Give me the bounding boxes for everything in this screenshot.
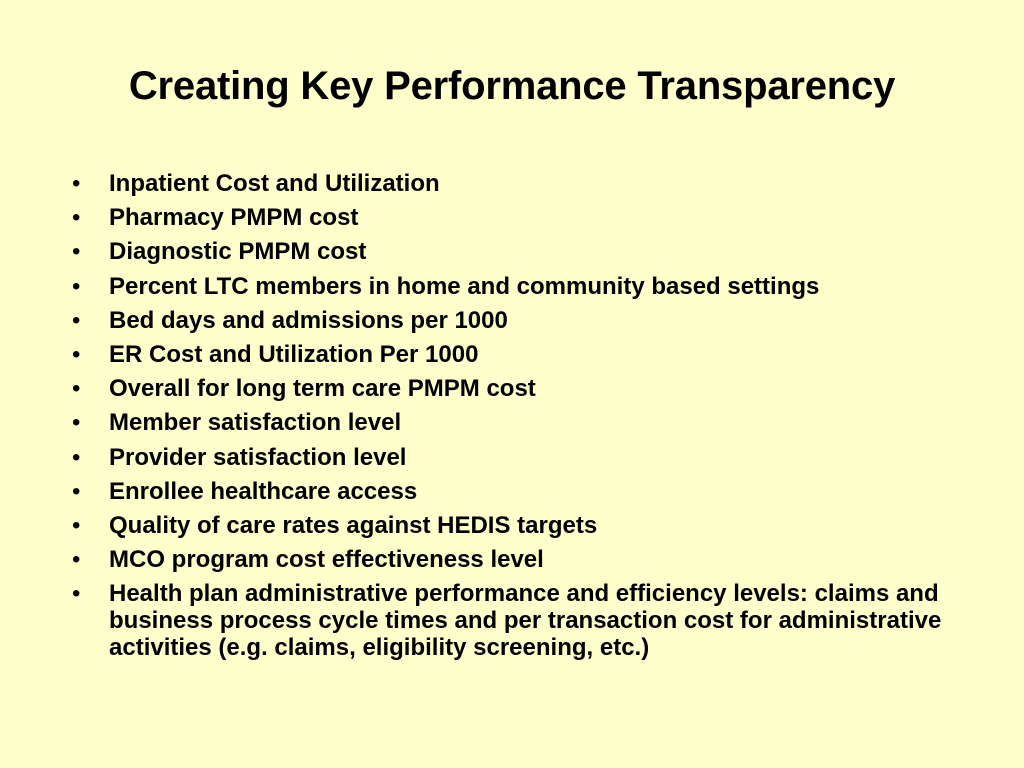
bullet-text: ER Cost and Utilization Per 1000 — [109, 340, 479, 368]
bullet-icon: • — [72, 546, 81, 574]
bullet-text: Provider satisfaction level — [109, 443, 407, 471]
bullet-text: Quality of care rates against HEDIS targets — [109, 511, 598, 539]
bullet-icon: • — [72, 443, 81, 471]
bullet-icon: • — [72, 204, 81, 232]
bullet-icon: • — [72, 375, 81, 403]
bullet-icon: • — [72, 340, 81, 368]
bullet-text: Member satisfaction level — [109, 409, 402, 437]
bullet-item-quality-of-care — [72, 512, 972, 539]
bullet-text: Inpatient Cost and Utilization — [109, 170, 440, 197]
bullet-item-mco-cost-effectiveness — [72, 546, 972, 573]
bullet-icon: • — [72, 238, 81, 266]
bullet-text: Pharmacy PMPM cost — [109, 204, 359, 232]
bullet-icon: • — [72, 511, 81, 539]
bullet-text: Enrollee healthcare access — [109, 477, 418, 505]
bullet-icon: • — [72, 170, 81, 197]
bullet-item-er-cost — [72, 341, 972, 368]
bullet-item-pharmacy-cost — [72, 204, 972, 231]
bullet-icon: • — [72, 306, 81, 334]
bullet-icon: • — [72, 272, 81, 300]
bullet-item-diagnostic-cost — [72, 238, 972, 265]
bullet-item-ltc-members — [72, 273, 972, 300]
bullet-text: MCO program cost effectiveness level — [109, 546, 544, 574]
bullet-item-provider-satisfaction — [72, 444, 972, 471]
bullet-icon: • — [72, 409, 81, 437]
bullet-item-bed-days — [72, 307, 972, 334]
bullet-text: Health plan administrative performance and efficiency levels: claims and business process cycle times and per transaction cost for administrative activities (e.g. claims, eligibility screening, etc.) — [109, 580, 942, 662]
bullet-item-member-satisfaction — [72, 409, 972, 436]
bullet-text: Diagnostic PMPM cost — [109, 238, 367, 266]
bullet-item-ltc-pmpm — [72, 375, 972, 402]
bullet-item-health-plan-admin — [72, 580, 972, 661]
bullet-item-healthcare-access — [72, 478, 972, 505]
bullet-list — [72, 170, 972, 668]
bullet-item-inpatient-cost — [72, 170, 972, 197]
bullet-icon: • — [72, 477, 81, 505]
bullet-text: Overall for long term care PMPM cost — [109, 375, 536, 403]
slide-title: Creating Key Performance Transparency — [128, 64, 896, 108]
bullet-icon: • — [72, 580, 81, 608]
bullet-text: Bed days and admissions per 1000 — [109, 306, 508, 334]
bullet-text: Percent LTC members in home and community based settings — [109, 272, 820, 300]
